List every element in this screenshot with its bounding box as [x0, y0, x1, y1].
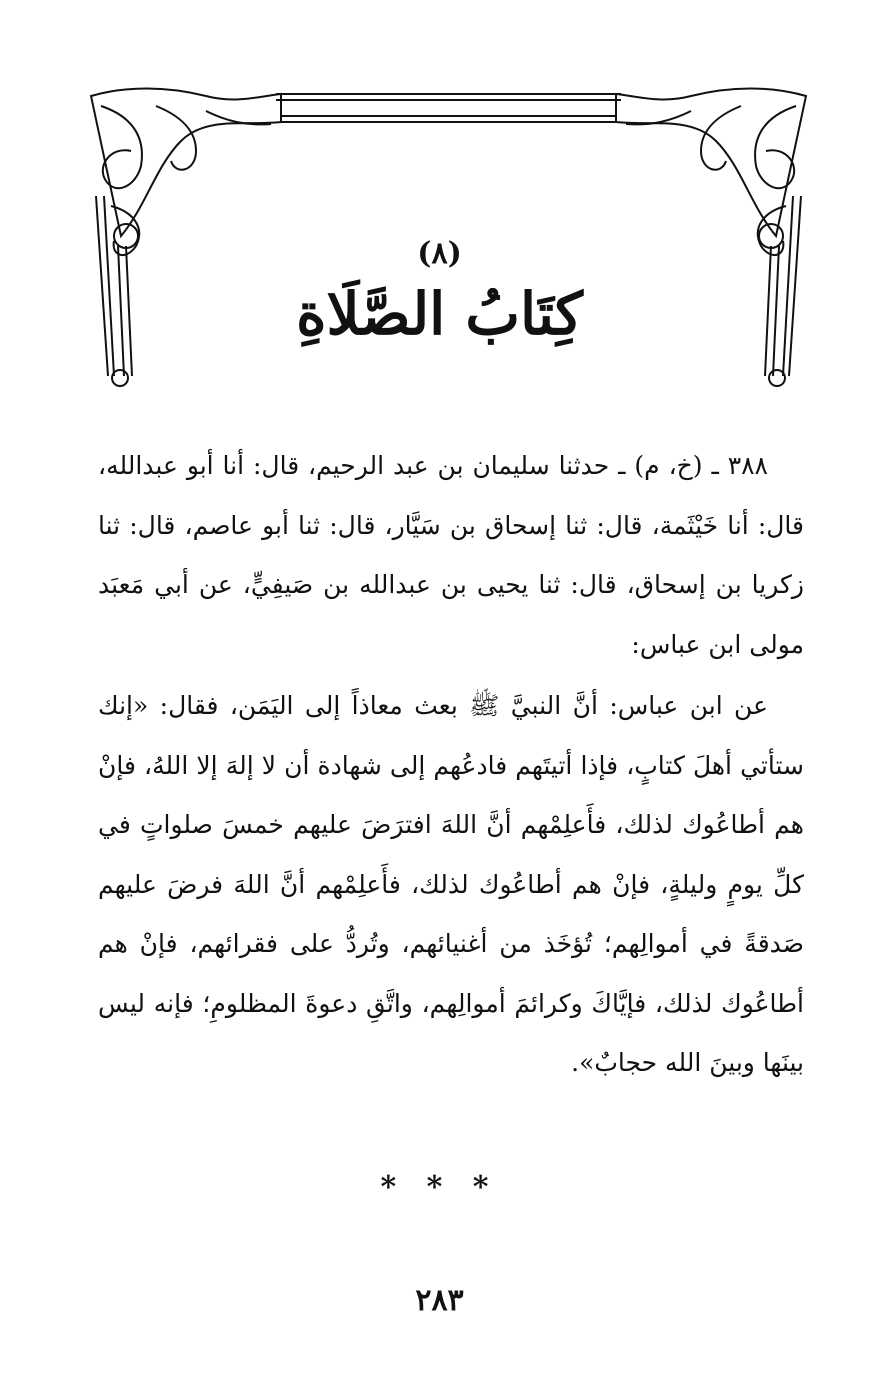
page-number: ٢٨٣ [415, 1283, 464, 1318]
hadith-matn-text: عن ابن عباس: أنَّ النبيَّ ﷺ بعث معاذاً إلى اليَمَن، فقال: «إنك ستأتي أهلَ كتابٍ، فإذا أتيتَهم فادعُهم إلى شهادة أن لا إلهَ إلا اللهُ، فإنْ هم أطاعُوك لذلك، فأَعلِمْهم أنَّ اللهَ افترَضَ عليهم خمسَ صلواتٍ في كلِّ يومٍ وليلةٍ، فإنْ هم أطاعُوك لذلك، فأَعلِمْهم أنَّ اللهَ فرضَ عليهم صَدقةً في أموالِهم؛ تُؤخَذ من أغنيائهم، وتُردُّ على فقرائهم، فإنْ هم أطاعُوك لذلك، فإيَّاكَ وكرائمَ أموالِهم، واتَّقِ دعوةَ المظلومِ؛ فإنه ليس بينَها وبينَ الله حجابٌ». [98, 691, 804, 1077]
hadith-matn [98, 676, 804, 1093]
section-separator: * * * [380, 1170, 499, 1205]
hadith-isnad [98, 436, 804, 674]
hadith-isnad-text: ٣٨٨ ـ (خ، م) ـ حدثنا سليمان بن عبد الرحيم، قال: أنا أبو عبدالله، قال: أنا خَيْثَمة، قال: ثنا إسحاق بن سَيَّار، قال: ثنا أبو عاصم، قال: ثنا زكريا بن إسحاق، قال: ثنا يحيى بن عبدالله بن صَيفِيٍّ، عن أبي مَعبَد مولى ابن عباس: [98, 451, 804, 659]
chapter-number: (٨) [417, 236, 462, 271]
chapter-title: كِتَابُ الصَّلَاةِ [296, 280, 583, 348]
